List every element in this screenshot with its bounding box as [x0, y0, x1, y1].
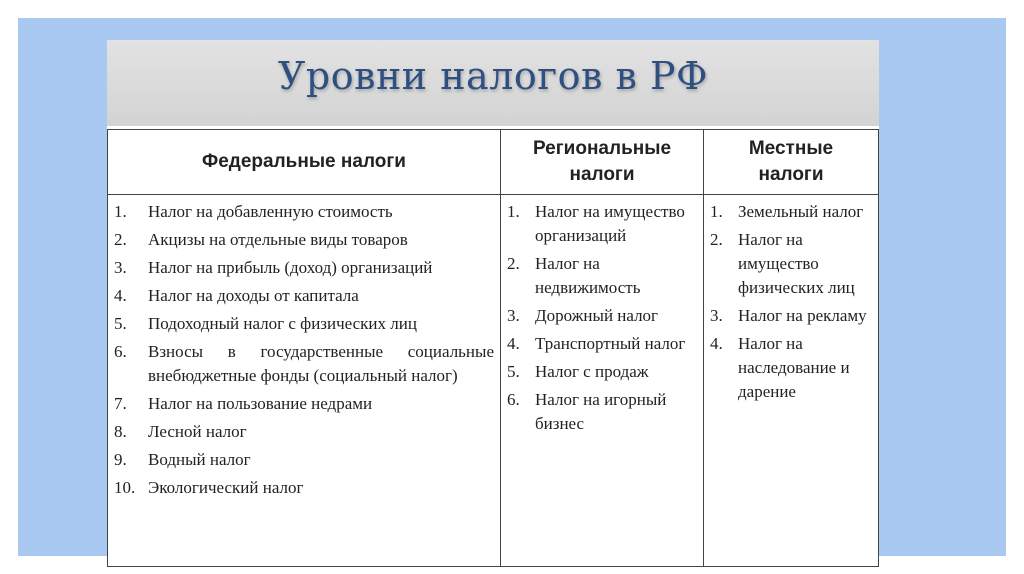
header-regional — [501, 130, 704, 195]
list-item: 6. Взносы в государственные социальные внебюджетные фонды (социальный налог) — [114, 342, 494, 385]
regional-taxes-cell — [501, 195, 704, 567]
header-local-line1: Местные — [748, 138, 834, 159]
list-item: 8. Лесной налог — [114, 422, 247, 441]
list-item: 10. Экологический налог — [114, 478, 304, 497]
regional-tax-list — [507, 200, 697, 436]
table-body-row — [108, 195, 879, 567]
list-item: 2. Налог на имущество физических лиц — [710, 230, 855, 297]
table-header-row — [108, 130, 879, 195]
header-local-line2: налоги — [758, 164, 824, 185]
federal-tax-list — [114, 200, 494, 500]
header-local — [704, 130, 879, 195]
federal-taxes-cell — [108, 195, 501, 567]
local-tax-list — [710, 200, 872, 404]
list-item: 3. Налог на прибыль (доход) организаций — [114, 258, 433, 277]
list-item: 5. Налог с продаж — [507, 362, 649, 381]
title-band — [107, 40, 879, 126]
header-regional-line1: Региональные — [532, 138, 672, 159]
list-item: 2. Налог на недвижимость — [507, 254, 641, 297]
list-item: 4. Налог на наследование и дарение — [710, 334, 850, 401]
list-item: 9. Водный налог — [114, 450, 251, 469]
header-regional-line2: налоги — [569, 164, 635, 185]
list-item: 2. Акцизы на отдельные виды товаров — [114, 230, 408, 249]
header-federal-label: Федеральные налоги — [202, 151, 406, 172]
list-item: 3. Налог на рекламу — [710, 306, 867, 325]
slide — [107, 40, 879, 567]
slide-title: Уровни налогов в РФ — [277, 54, 709, 98]
list-item: 5. Подоходный налог с физических лиц — [114, 314, 417, 333]
list-item: 1. Земельный налог — [710, 202, 864, 221]
list-item: 1. Налог на имущество организаций — [507, 202, 685, 245]
list-item: 7. Налог на пользование недрами — [114, 394, 373, 413]
list-item: 3. Дорожный налог — [507, 306, 659, 325]
list-item: 4. Транспортный налог — [507, 334, 686, 353]
slide-frame — [18, 18, 1006, 556]
tax-levels-table — [107, 129, 879, 567]
header-federal — [108, 130, 501, 195]
list-item: 6. Налог на игорный бизнес — [507, 390, 667, 433]
list-item: 4. Налог на доходы от капитала — [114, 286, 359, 305]
local-taxes-cell — [704, 195, 879, 567]
list-item: 1. Налог на добавленную стоимость — [114, 202, 393, 221]
